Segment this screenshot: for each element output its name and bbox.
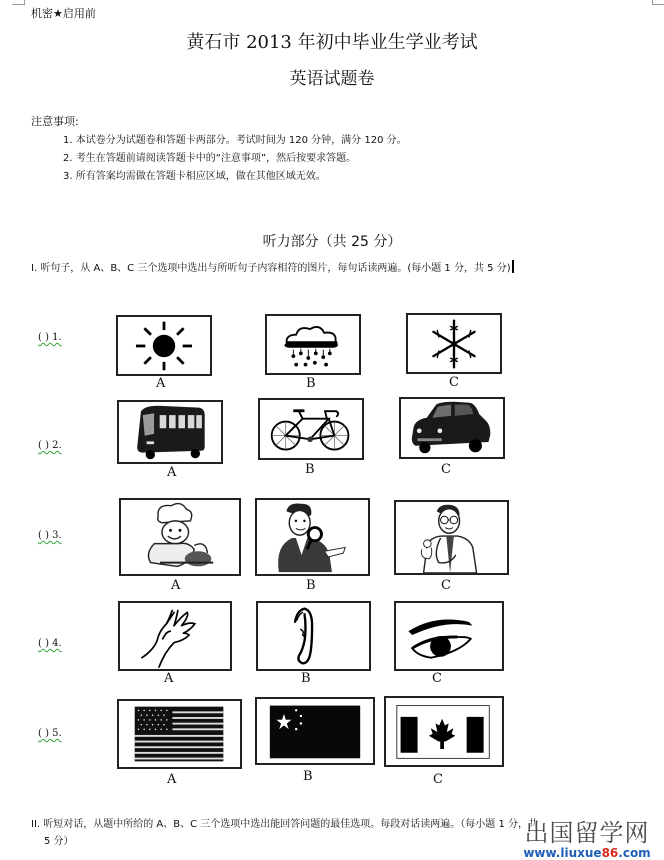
- ear-icon: [258, 603, 369, 669]
- option-1b-picture[interactable]: [265, 314, 361, 375]
- cook-icon: [121, 500, 239, 574]
- watermark-url-number: 86: [601, 846, 619, 860]
- canada-flag-icon: [386, 698, 502, 765]
- option-2b-picture[interactable]: [258, 398, 364, 460]
- option-1a-picture[interactable]: [116, 315, 212, 376]
- notes-list: [63, 132, 407, 186]
- option-3b-picture[interactable]: [255, 498, 370, 576]
- snowflake-icon: [408, 315, 500, 372]
- option-4a-picture[interactable]: [118, 601, 232, 671]
- confidential-label: 机密★启用前: [31, 7, 96, 20]
- option-letter: B: [306, 376, 316, 391]
- option-letter: C: [433, 772, 443, 787]
- option-letter: B: [306, 578, 316, 593]
- text-cursor: [512, 260, 514, 273]
- option-letter: A: [171, 578, 181, 593]
- option-letter: B: [303, 769, 313, 784]
- eye-icon: [396, 603, 502, 669]
- doctor-icon: [396, 502, 507, 573]
- watermark-logo-text: 出国留学网: [524, 819, 650, 847]
- option-letter: A: [167, 772, 177, 787]
- hand-icon: [120, 603, 230, 669]
- rain-cloud-icon: [267, 316, 359, 373]
- option-letter: A: [156, 376, 166, 391]
- part2-instruction-line2: 5 分）: [44, 836, 74, 847]
- part1-instruction-text: I. 听句子，从 A、B、C 三个选项中选出与所听句子内容相符的图片，每句话读两遍。(每小题 1 分，共 5 分): [31, 263, 511, 274]
- bus-icon: [119, 402, 221, 462]
- page-corner-mark: [652, 0, 664, 5]
- listening-section-title: 听力部分（共 25 分）: [262, 234, 402, 250]
- option-letter: C: [441, 578, 451, 593]
- option-letter: C: [441, 462, 451, 477]
- watermark-url[interactable]: [507, 846, 664, 860]
- question-5-label: ( ) 5.: [38, 728, 62, 739]
- option-letter: C: [432, 671, 442, 686]
- usa-flag-icon: [119, 701, 240, 767]
- note-item: 3. 所有答案均需做在答题卡相应区域，做在其他区域无效。: [63, 171, 326, 182]
- option-2a-picture[interactable]: [117, 400, 223, 464]
- option-letter: C: [449, 375, 459, 390]
- watermark-url-suffix: .com: [618, 846, 651, 860]
- question-3-label: ( ) 3.: [38, 530, 62, 541]
- china-flag-icon: [257, 699, 373, 763]
- option-3a-picture[interactable]: [119, 498, 241, 576]
- option-1c-picture[interactable]: [406, 313, 502, 374]
- note-item: 2. 考生在答题前请阅读答题卡中的“注意事项”，然后按要求答题。: [63, 153, 357, 164]
- page-corner-mark: [12, 0, 25, 5]
- option-letter: A: [167, 465, 177, 480]
- notes-heading: 注意事项:: [31, 115, 79, 128]
- exam-subtitle: 英语试题卷: [289, 69, 375, 89]
- sun-icon: [118, 317, 210, 374]
- question-4-label: ( ) 4.: [38, 638, 62, 649]
- question-1-label: ( ) 1.: [38, 332, 62, 343]
- option-letter: B: [301, 671, 311, 686]
- note-item: 1. 本试卷分为试题卷和答题卡两部分。考试时间为 120 分钟，满分 120 分。: [63, 135, 407, 146]
- car-icon: [401, 399, 503, 457]
- part1-instruction: [31, 259, 514, 274]
- question-2-label: ( ) 2.: [38, 440, 62, 451]
- option-5a-picture[interactable]: [117, 699, 242, 769]
- option-5c-picture[interactable]: [384, 696, 504, 767]
- option-5b-picture[interactable]: [255, 697, 375, 765]
- bicycle-icon: [260, 400, 362, 458]
- option-letter: B: [305, 462, 315, 477]
- option-4c-picture[interactable]: [394, 601, 504, 671]
- watermark: [507, 820, 664, 860]
- exam-title: 黄石市 2013 年初中毕业生学业考试: [186, 32, 478, 53]
- detective-icon: [257, 500, 368, 574]
- watermark-url-prefix: www.liuxue: [523, 846, 602, 860]
- option-3c-picture[interactable]: [394, 500, 509, 575]
- option-4b-picture[interactable]: [256, 601, 371, 671]
- option-2c-picture[interactable]: [399, 397, 505, 459]
- option-letter: A: [164, 671, 174, 686]
- part2-instruction-line1: II. 听短对话，从题中所给的 A、B、C 三个选项中选出能回答问题的最佳选项。每段对话读两遍。（每小题 1 分，共: [31, 819, 539, 830]
